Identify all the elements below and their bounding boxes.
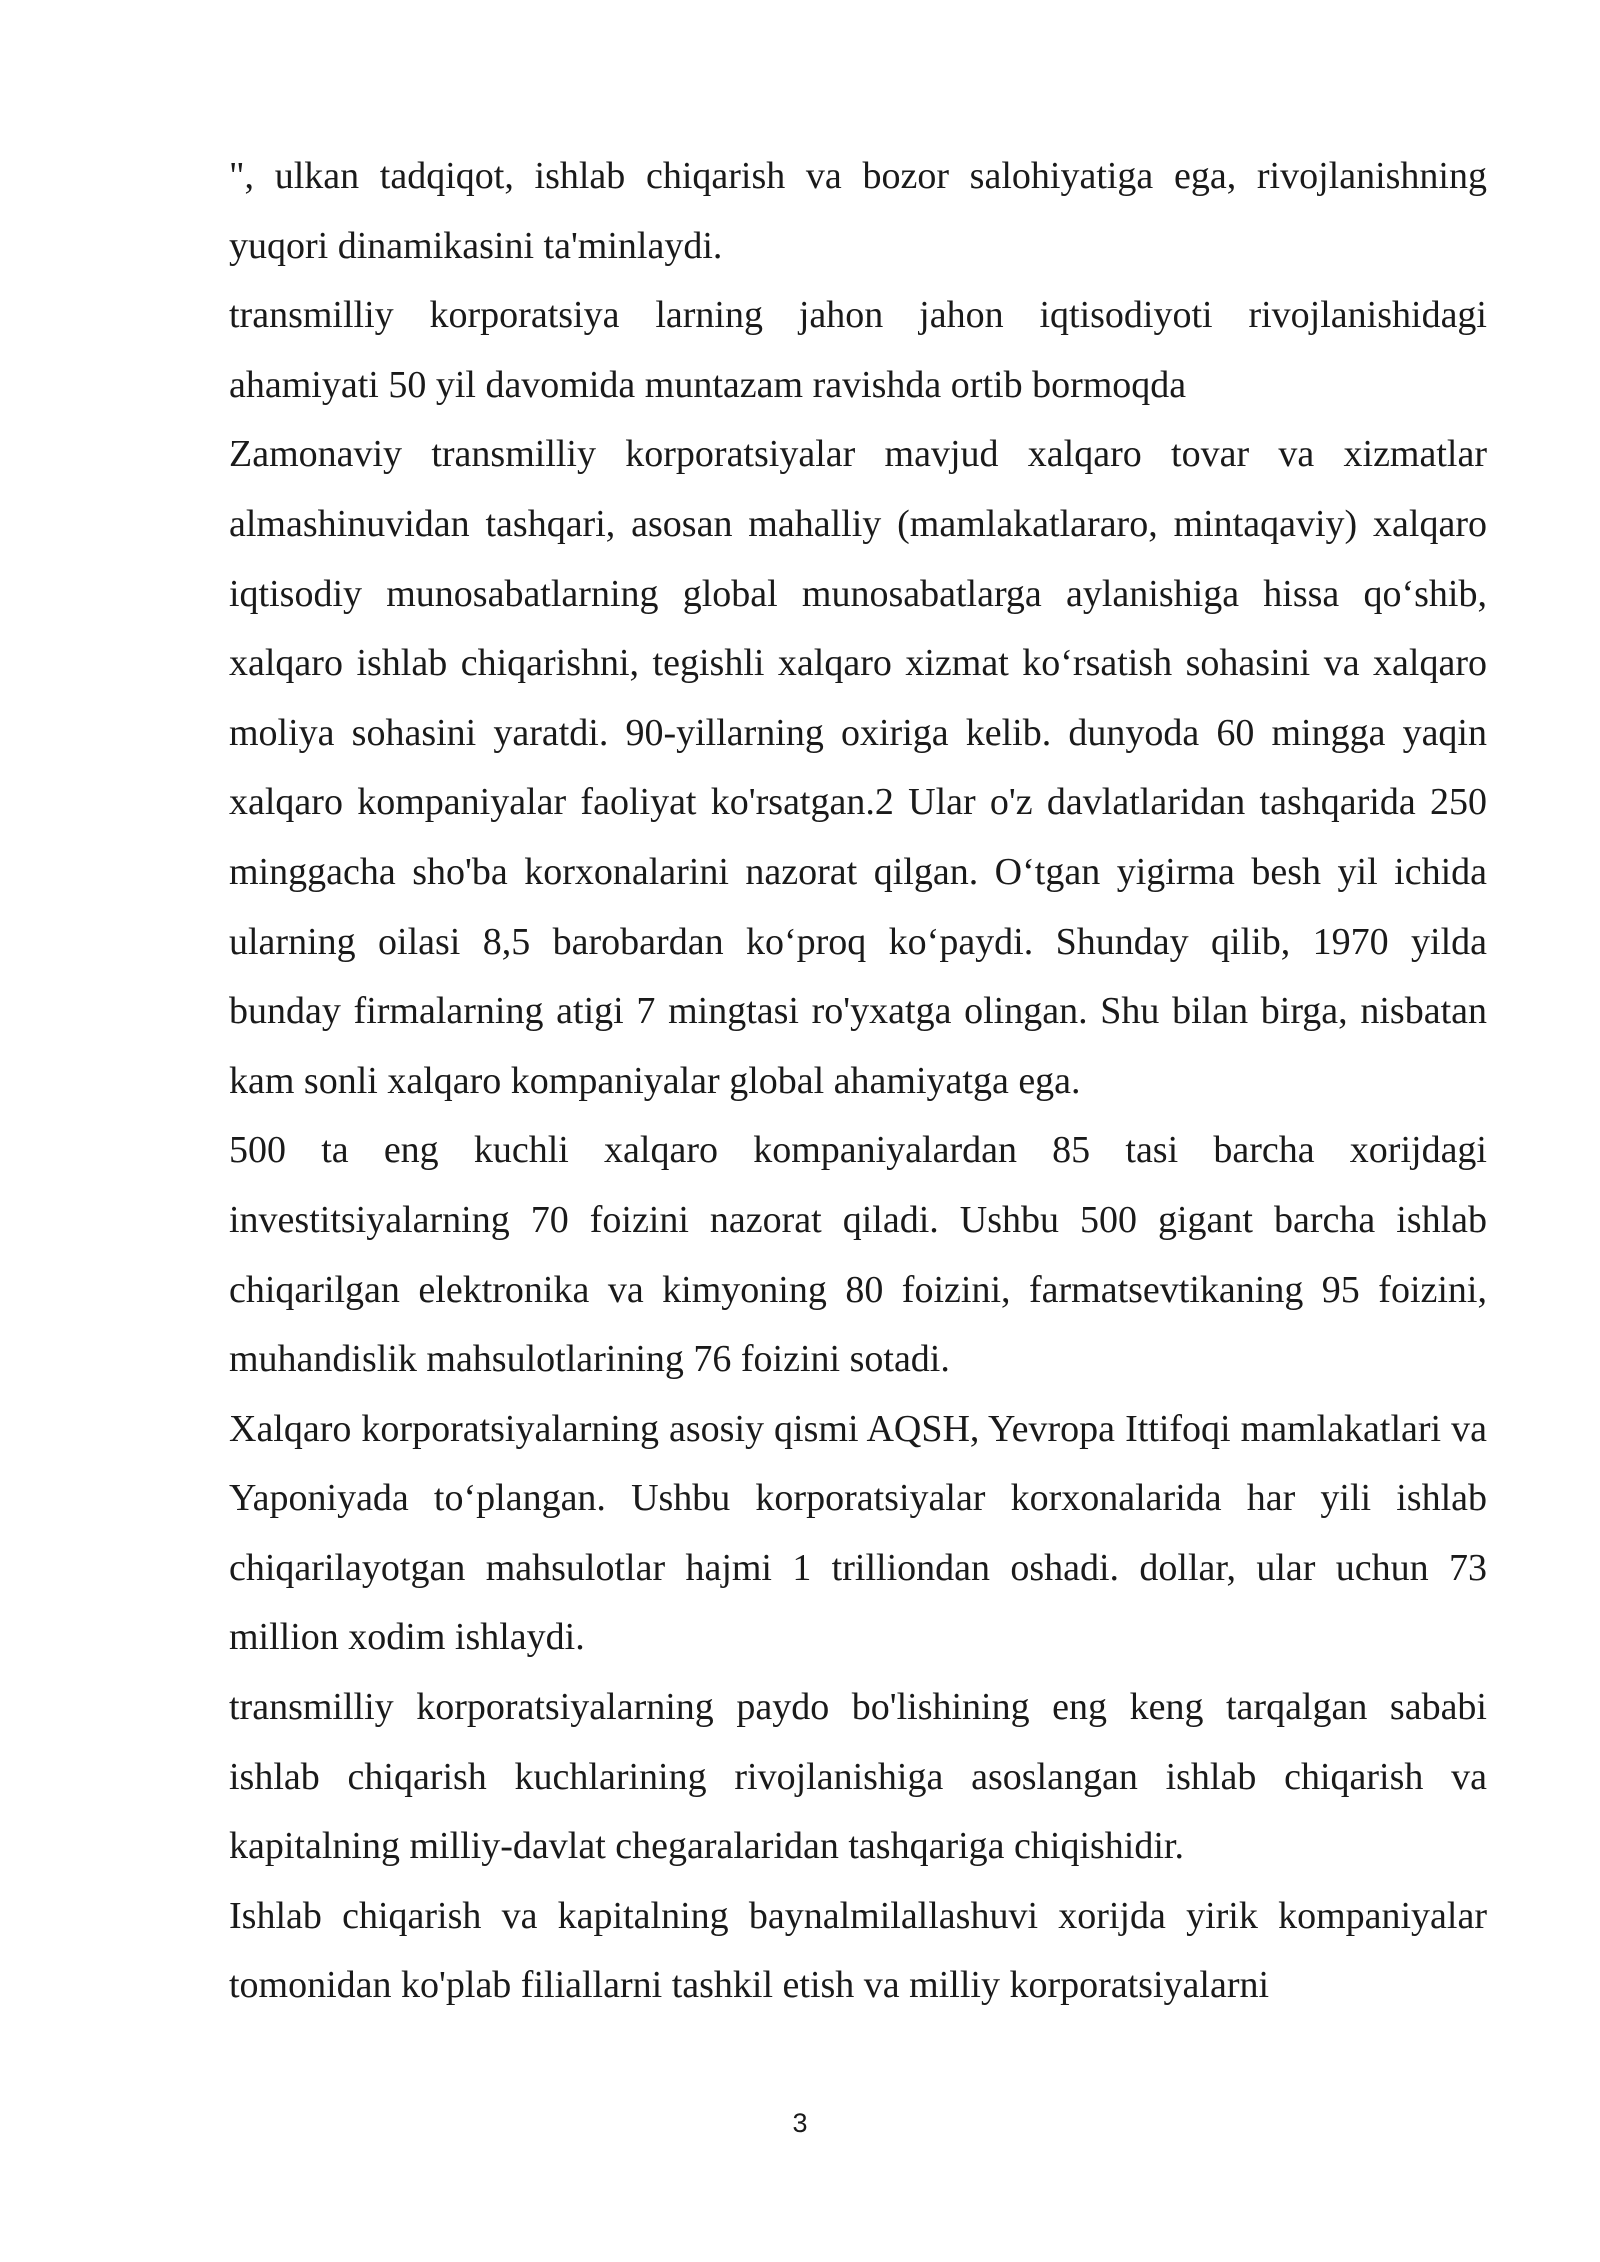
paragraph-7: Ishlab chiqarish va kapitalning baynalmilallashuvi xorijda yirik kompaniyalar tomonidan ko'plab filiallarni tashkil etish va milliy korporatsiyalarni [229,1894,1487,2007]
body-text [229,142,1487,2021]
paragraph-1: ", ulkan tadqiqot, ishlab chiqarish va bozor salohiyatiga ega, rivojlanishning yuqori dinamikasini ta'minlaydi. [229,155,1487,267]
paragraph-5: Xalqaro korporatsiyalarning asosiy qismi AQSH, Yevropa Ittifoqi mamlakatlari va Yaponiyada to‘plangan. Ushbu korporatsiyalar korxonalarida har yili ishlab chiqarilayotgan mahsulotlar hajmi 1 trilliondan oshadi. dollar, ular uchun 73 million xodim ishlaydi. [229,1407,1487,1659]
paragraph-6: transmilliy korporatsiyalarning paydo bo'lishining eng keng tarqalgan sababi ishlab chiqarish kuchlarining rivojlanishiga asoslangan ishlab chiqarish va kapitalning milliy-davlat chegaralaridan tashqariga chiqishidir. [229,1686,1487,1868]
paragraph-3: Zamonaviy transmilliy korporatsiyalar mavjud xalqaro tovar va xizmatlar almashinuvidan tashqari, asosan mahalliy (mamlakatlararo, mintaqaviy) xalqaro iqtisodiy munosabatlarning global munosabatlarga aylanishiga hissa qo‘shib, xalqaro ishlab chiqarishni, tegishli xalqaro xizmat ko‘rsatish sohasini va xalqaro moliya sohasini yaratdi. 90-yillarning oxiriga kelib. dunyoda 60 mingga yaqin xalqaro kompaniyalar faoliyat ko'rsatgan.2 Ular o'z davlatlaridan tashqarida 250 minggacha sho'ba korxonalarini nazorat qilgan. O‘tgan yigirma besh yil ichida ularning oilasi 8,5 barobardan ko‘proq ko‘paydi. Shunday qilib, 1970 yilda bunday firmalarning atigi 7 mingtasi ro'yxatga olingan. Shu bilan birga, nisbatan kam sonli xalqaro kompaniyalar global ahamiyatga ega. [229,433,1487,1102]
page-number: 3 [792,2108,808,2138]
paragraph-4: 500 ta eng kuchli xalqaro kompaniyalardan 85 tasi barcha xorijdagi investitsiyalarning 70 foizini nazorat qiladi. Ushbu 500 gigant barcha ishlab chiqarilgan elektronika va kimyoning 80 foizini, farmatsevtikaning 95 foizini, muhandislik mahsulotlarining 76 foizini sotadi. [229,1129,1487,1381]
paragraph-2: transmilliy korporatsiya larning jahon jahon iqtisodiyoti rivojlanishidagi ahamiyati 50 yil davomida muntazam ravishda ortib bormoqda [229,294,1487,406]
